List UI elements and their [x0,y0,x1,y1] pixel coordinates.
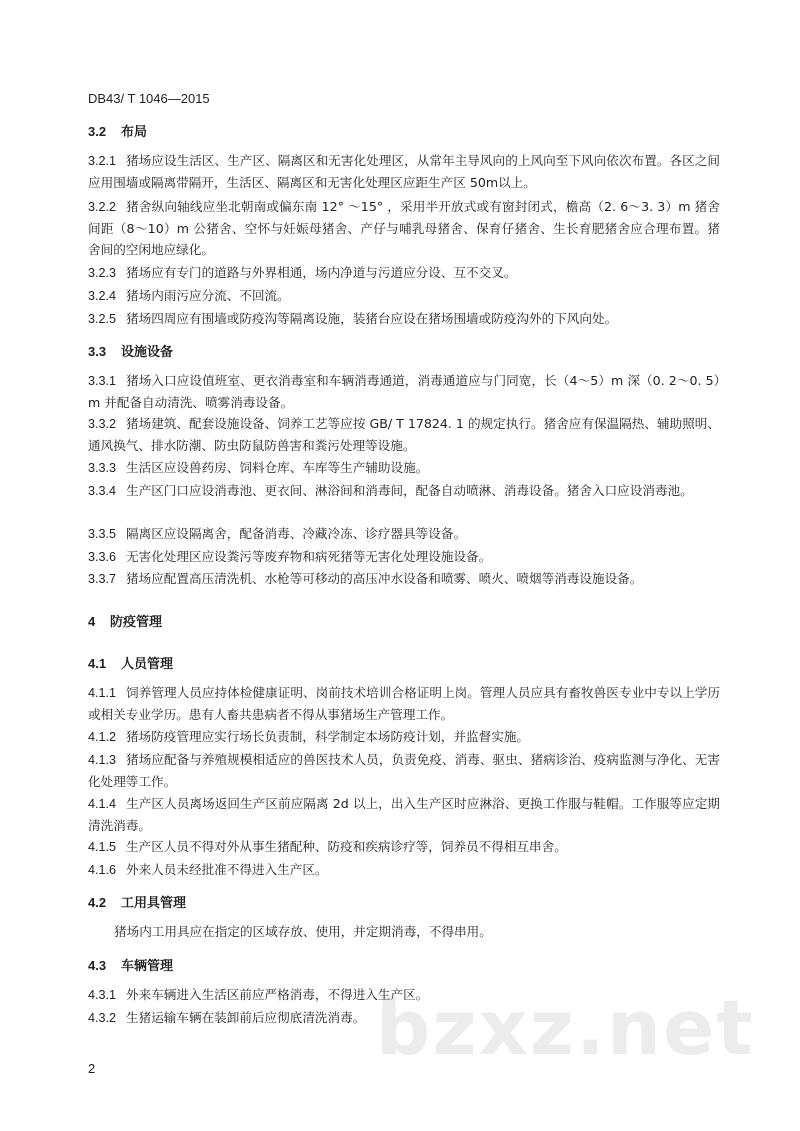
clause-4-1-1 [88,682,720,725]
clause-text: 猪场防疫管理应实行场长负责制，科学制定本场防疫计划，并监督实施。 [126,729,530,744]
clause-3-2-1 [88,150,720,193]
section-number: 4.1 [88,656,107,671]
clause-3-3-7 [88,568,720,590]
clause-4-1-2 [88,726,720,748]
clause-3-2-5 [88,308,720,330]
clause-text: 无害化处理区应设粪污等废弃物和病死猪等无害化处理设施设备。 [126,549,492,564]
clause-number: 3.2.5 [88,312,117,326]
clause-number: 4.3.2 [88,1011,117,1025]
clause-text: 猪场内雨污应分流、不回流。 [126,288,290,303]
clause-3-2-4 [88,285,720,307]
clause-text: 猪场应配置高压清洗机、水枪等可移动的高压冲水设备和喷雾、喷火、喷烟等消毒设施设备。 [126,571,643,586]
clause-number: 4.1.4 [88,797,117,811]
clause-text: 生猪运输车辆在装卸前后应彻底清洗消毒。 [126,1010,366,1025]
clause-4-3-2 [88,1007,720,1029]
clause-4-3-1 [88,984,720,1006]
clause-3-3-6 [88,546,720,568]
clause-text: 生产区门口应设消毒池、更衣间、淋浴间和消毒间，配备自动喷淋、消毒设备。猪舍入口应设消毒池。 [126,483,693,498]
clause-3-3-1 [88,370,720,413]
clause-text: 生活区应设兽药房、饲料仓库、车库等生产辅助设施。 [126,460,429,475]
section-heading-4-2 [88,892,186,911]
clause-3-3-3 [88,457,720,479]
clause-number: 3.3.2 [88,417,117,431]
clause-4-1-3 [88,749,720,792]
section-heading-4-3 [88,955,173,974]
clause-text: 饲养管理人员应持体检健康证明、岗前技术培训合格证明上岗。管理人员应具有畜牧兽医专业中专以上学历或相关专业学历。患有人畜共患病者不得从事猪场生产管理工作。 [88,685,720,722]
chapter-number: 4 [88,614,96,629]
clause-number: 4.1.6 [88,863,117,877]
section-heading-3-2 [88,121,147,140]
clause-4-1-5 [88,836,720,858]
clause-text: 猪场应设生活区、生产区、隔离区和无害化处理区，从常年主导风向的上风向至下风向依次布置。各区之间应用围墙或隔离带隔开，生活区、隔离区和无害化处理区应距生产区 50m以上。 [88,153,720,190]
section-number: 3.3 [88,344,107,359]
clause-number: 3.2.2 [88,200,117,214]
paragraph-4-2: 猪场内工用具应在指定的区域存放、使用，并定期消毒，不得串用。 [114,924,492,939]
clause-number: 3.3.5 [88,527,117,541]
clause-number: 3.3.3 [88,461,117,475]
clause-number: 4.1.5 [88,840,117,854]
clause-3-3-4 [88,480,720,502]
clause-text: 隔离区应设隔离舍，配备消毒、冷藏冷冻、诊疗器具等设备。 [126,526,467,541]
clause-text: 生产区人员离场返回生产区前应隔离 2d 以上，出入生产区时应淋浴、更换工作服与鞋帽。工作服等应定期清洗消毒。 [88,796,720,833]
section-heading-4-1 [88,653,173,672]
section-title: 工用具管理 [121,896,187,911]
clause-number: 3.3.1 [88,374,117,388]
clause-text: 猪场应配备与养殖规模相适应的兽医技术人员，负责免疫、消毒、驱虫、猪病诊治、疫病监测与净化、无害化处理等工作。 [88,752,720,789]
clause-text: 猪场四周应有围墙或防疫沟等隔离设施，装猪台应设在猪场围墙或防疫沟外的下风向处。 [126,311,618,326]
clause-3-2-3 [88,262,720,284]
clause-number: 4.3.1 [88,988,117,1002]
section-number: 3.2 [88,124,107,139]
clause-number: 4.1.3 [88,753,117,767]
page-number: 2 [88,1061,96,1076]
section-number: 4.3 [88,958,107,973]
watermark: bzxz.net [376,983,755,1072]
clause-3-3-5 [88,523,720,545]
standard-code: DB43/ T 1046—2015 [88,91,210,106]
clause-number: 3.2.1 [88,154,117,168]
section-title: 设施设备 [121,345,174,360]
clause-text: 外来车辆进入生活区前应严格消毒，不得进入生产区。 [126,987,429,1002]
clause-text: 猪舍纵向轴线应坐北朝南或偏东南 12° ～15° ，采用半开放式或有窗封闭式，檐高（2. 6～3. 3）m 猪舍间距（8～10）m 公猪舍、空怀与妊娠母猪舍、产仔与哺乳母猪舍、保育仔猪舍、生长育肥猪舍应合理布置。猪舍间的空闲地应绿化。 [88,199,720,257]
clause-number: 3.2.4 [88,289,117,303]
section-heading-3-3 [88,341,173,360]
clause-text: 猪场应有专门的道路与外界相通，场内净道与污道应分设、互不交叉。 [126,265,517,280]
section-title: 人员管理 [121,657,174,672]
clause-text: 生产区人员不得对外从事生猪配种、防疫和疾病诊疗等，饲养员不得相互串舍。 [126,839,567,854]
clause-text: 外来人员未经批准不得进入生产区。 [126,862,328,877]
clause-4-1-4 [88,793,720,836]
chapter-title: 防疫管理 [110,615,163,630]
clause-text: 猪场建筑、配套设施设备、饲养工艺等应按 GB/ T 17824. 1 的规定执行。猪舍应有保温隔热、辅助照明、通风换气、排水防潮、防虫防鼠防兽害和粪污处理等设施。 [88,416,720,453]
clause-number: 3.3.7 [88,572,117,586]
section-number: 4.2 [88,895,107,910]
clause-3-2-2 [88,196,720,260]
chapter-heading-4 [88,611,162,630]
clause-3-3-2 [88,413,720,456]
section-title: 布局 [121,125,148,140]
clause-number: 3.3.4 [88,484,117,498]
section-title: 车辆管理 [121,959,174,974]
clause-number: 3.3.6 [88,550,117,564]
clause-text: 猪场入口应设值班室、更衣消毒室和车辆消毒通道，消毒通道应与门同宽，长（4～5）m 深（0. 2～0. 5）m 并配备自动清洗、喷雾消毒设备。 [88,373,720,410]
clause-number: 4.1.1 [88,686,117,700]
clause-4-1-6 [88,859,720,881]
clause-number: 4.1.2 [88,730,117,744]
clause-number: 3.2.3 [88,266,117,280]
